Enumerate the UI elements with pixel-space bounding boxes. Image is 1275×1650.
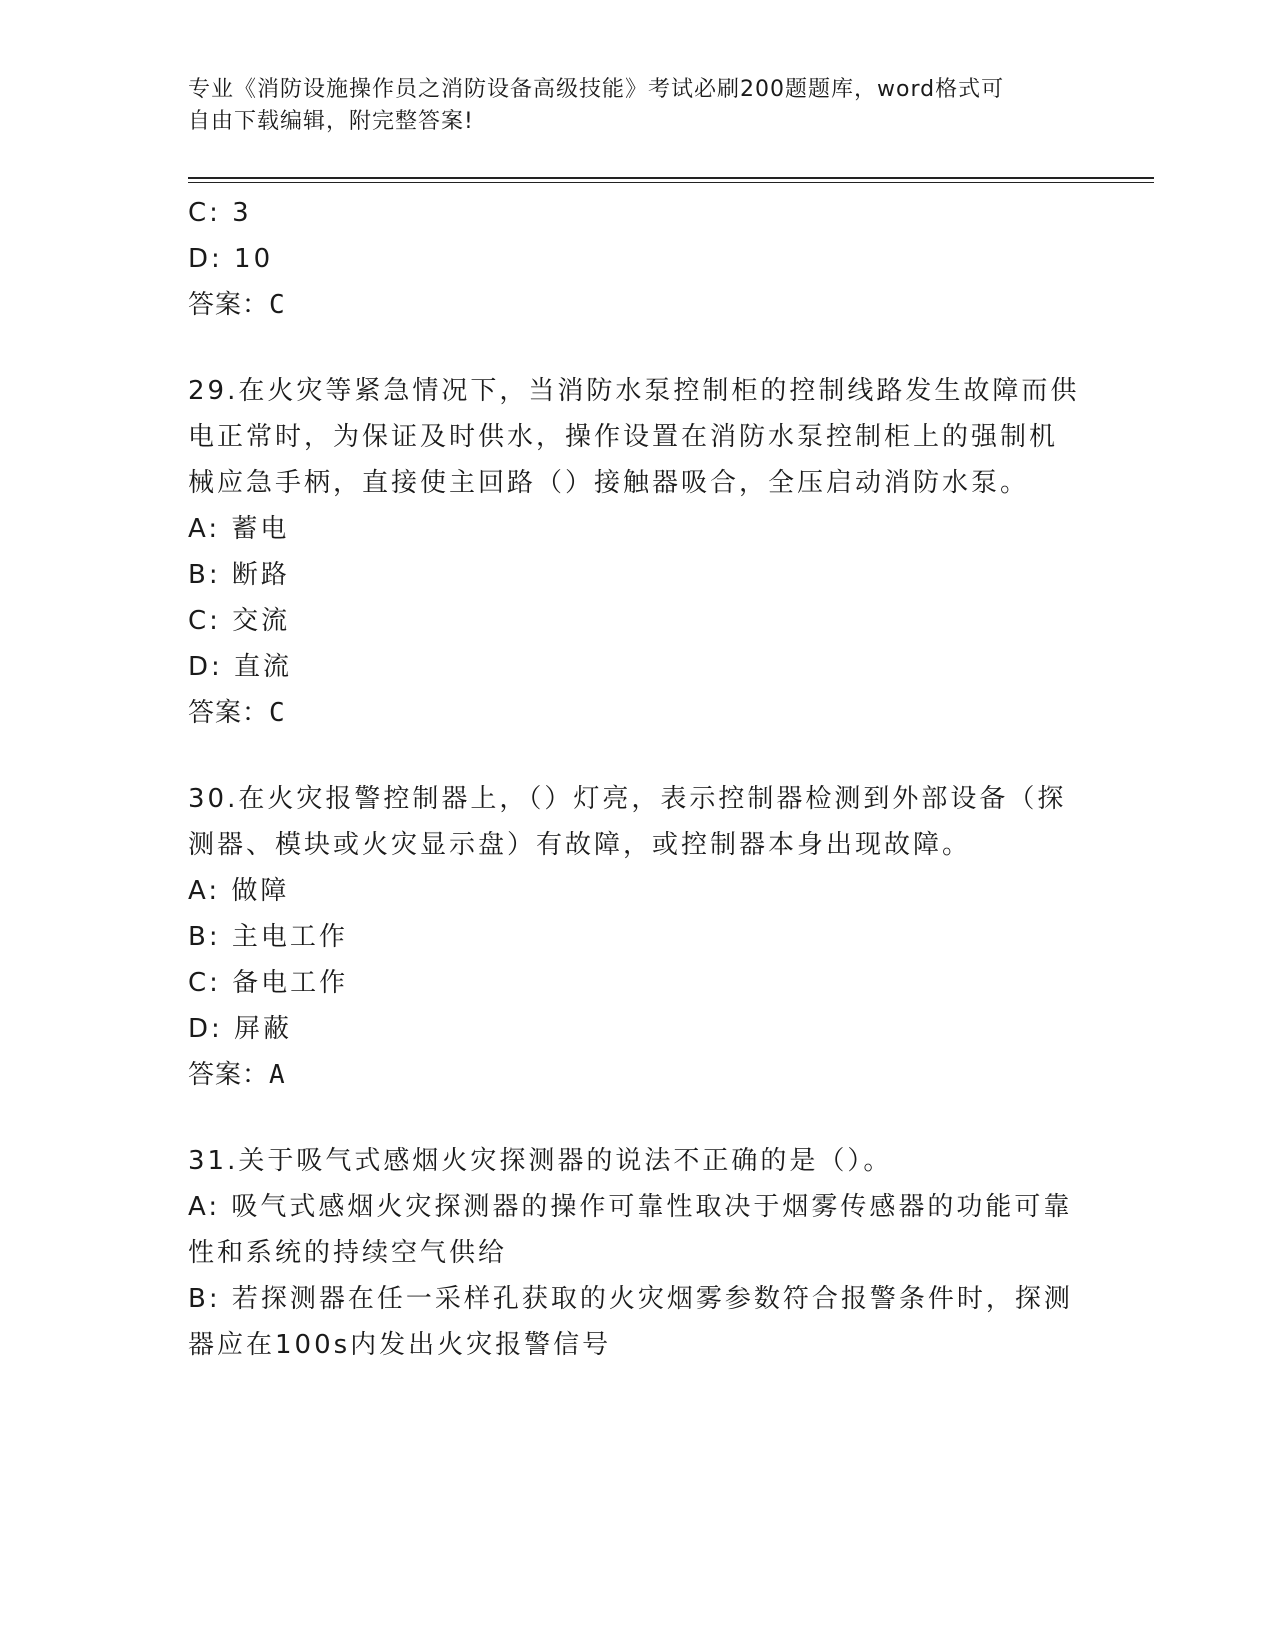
option-a: A: 吸气式感烟火灾探测器的操作可靠性取决于烟雾传感器的功能可靠 [188, 1192, 1073, 1222]
header-line-2: 自由下载编辑，附完整答案! [188, 109, 474, 134]
option-b: B: 主电工作 [188, 922, 348, 952]
option-c: C: 交流 [188, 606, 291, 636]
header-divider-thin [188, 182, 1154, 183]
option-b: B: 断路 [188, 560, 290, 590]
option-a-continued: 性和系统的持续空气供给 [188, 1238, 508, 1268]
question-text-line: 测器、模块或火灾显示盘）有故障，或控制器本身出现故障。 [188, 830, 972, 860]
question-text-line: 电正常时，为保证及时供水，操作设置在消防水泵控制柜上的强制机 [188, 422, 1059, 452]
option-d: D: 10 [188, 244, 274, 274]
document-header [188, 74, 1068, 138]
question-31 [188, 1138, 1088, 1368]
question-29 [188, 368, 1088, 736]
option-d: D: 直流 [188, 652, 293, 682]
answer-line: 答案：C [188, 698, 286, 728]
option-c: C: 3 [188, 198, 252, 228]
answer-line: 答案：A [188, 1060, 286, 1090]
option-a: A: 做障 [188, 876, 290, 906]
document-body [188, 190, 1088, 1368]
question-text-line: 30.在火灾报警控制器上，（）灯亮，表示控制器检测到外部设备（探 [188, 784, 1067, 814]
question-text-line: 31.关于吸气式感烟火灾探测器的说法不正确的是（）。 [188, 1146, 893, 1176]
header-divider-thick [188, 177, 1154, 179]
question-text-line: 械应急手柄，直接使主回路（）接触器吸合，全压启动消防水泵。 [188, 468, 1030, 498]
question-fragment [188, 190, 1088, 328]
header-line-1: 专业《消防设施操作员之消防设备高级技能》考试必刷200题题库，word格式可 [188, 77, 1005, 102]
option-b: B: 若探测器在任一采样孔获取的火灾烟雾参数符合报警条件时，探测 [188, 1284, 1073, 1314]
question-30 [188, 776, 1088, 1098]
question-text-line: 29.在火灾等紧急情况下，当消防水泵控制柜的控制线路发生故障而供 [188, 376, 1080, 406]
option-a: A: 蓄电 [188, 514, 290, 544]
option-b-continued: 器应在100s内发出火灾报警信号 [188, 1330, 612, 1360]
answer-line: 答案：C [188, 290, 286, 320]
option-d: D: 屏蔽 [188, 1014, 293, 1044]
option-c: C: 备电工作 [188, 968, 349, 998]
